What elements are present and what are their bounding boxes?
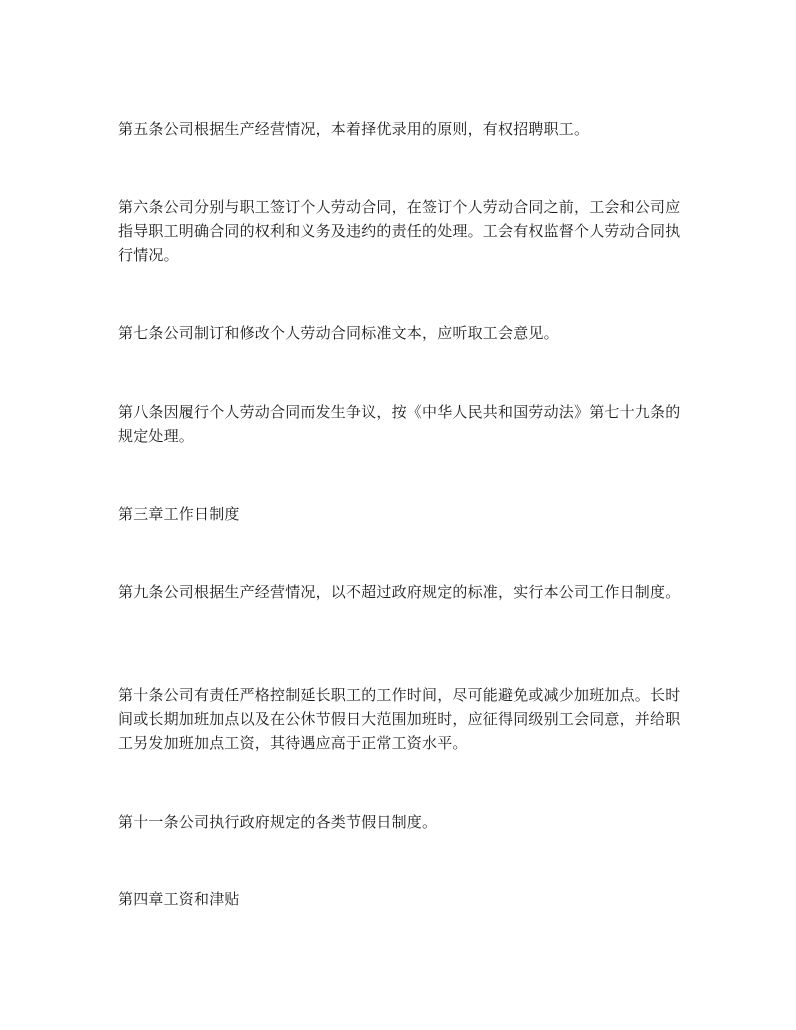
article-7-paragraph: 第七条公司制订和修改个人劳动合同标准文本，应听取工会意见。: [118, 324, 559, 342]
article-8-paragraph: 第八条因履行个人劳动合同而发生争议，按《中华人民共和国劳动法》第七十九条的规定处理。: [118, 403, 681, 445]
chapter-4-heading: 第四章工资和津贴: [118, 890, 240, 908]
chapter-3-heading: 第三章工作日制度: [118, 505, 240, 523]
article-11-paragraph: 第十一条公司执行政府规定的各类节假日制度。: [118, 813, 438, 831]
article-6-paragraph: 第六条公司分别与职工签订个人劳动合同，在签订个人劳动合同之前，工会和公司应指导职工明确合同的权利和义务及违约的责任的处理。工会有权监督个人劳动合同执行情况。: [118, 198, 681, 264]
article-9-paragraph: 第九条公司根据生产经营情况，以不超过政府规定的标准，实行本公司工作日制度。: [118, 583, 681, 601]
article-10-paragraph: 第十条公司有责任严格控制延长职工的工作时间，尽可能避免或减少加班加点。长时间或长期加班加点以及在公休节假日大范围加班时，应征得同级别工会同意，并给职工另发加班加点工资，其待遇应高于正常工资水平。: [118, 686, 681, 752]
article-5-paragraph: 第五条公司根据生产经营情况，本着择优录用的原则，有权招聘职工。: [118, 120, 590, 138]
